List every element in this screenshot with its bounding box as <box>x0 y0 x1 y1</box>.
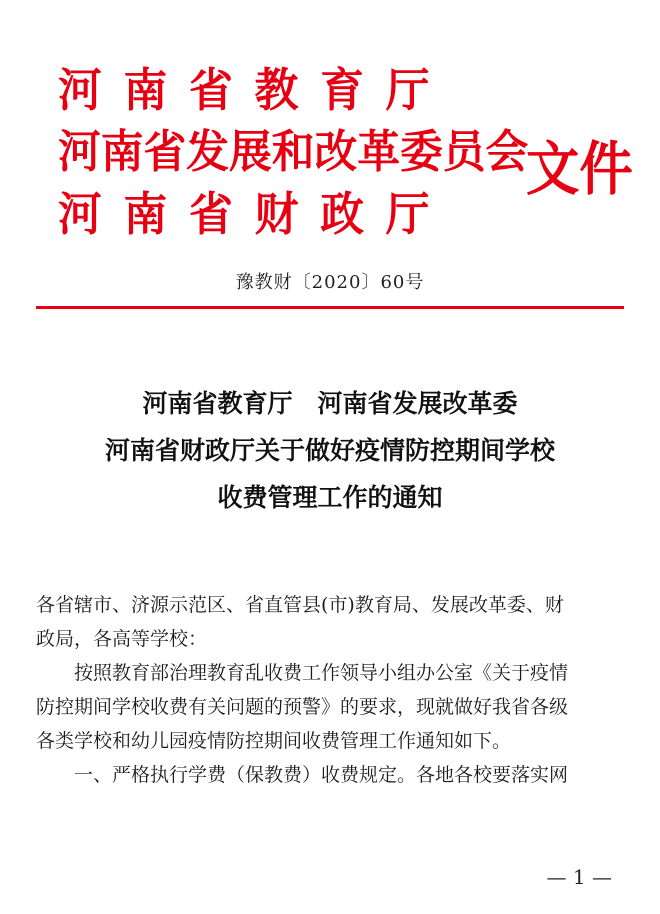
agency-development-reform-commission: 河南省发展和改革委员会 <box>58 125 529 178</box>
page-number: — 1 — <box>546 865 612 889</box>
paragraph-1-line-1: 按照教育部治理教育乱收费工作领导小组办公室《关于疫情 <box>74 662 569 684</box>
paragraph-1-line-3: 各类学校和幼儿园疫情防控期间收费管理工作通知如下。 <box>36 730 512 752</box>
paragraph-1-line-2: 防控期间学校收费有关问题的预警》的要求，现就做好我省各级 <box>36 696 569 718</box>
recipients-line-2: 政局，各高等学校： <box>36 628 208 650</box>
agency-finance-department: 河南省财政厅 <box>58 187 452 241</box>
document-type-label: 文件 <box>526 135 633 203</box>
red-divider-line <box>36 306 624 309</box>
title-line-3: 收费管理工作的通知 <box>217 483 443 512</box>
document-number: 豫教财〔2020〕60号 <box>235 272 425 293</box>
notice-title <box>0 380 660 521</box>
recipients-line-1: 各省辖市、济源示范区、省直管县(市)教育局、发展改革委、财 <box>36 594 564 616</box>
notice-body <box>36 588 630 792</box>
title-line-2: 河南省财政厅关于做好疫情防控期间学校 <box>104 436 555 465</box>
title-line-1: 河南省教育厅 河南省发展改革委 <box>142 389 518 418</box>
section-1-line-1: 一、严格执行学费（保教费）收费规定。各地各校要落实网 <box>74 764 569 786</box>
issuing-agencies-header <box>58 62 633 241</box>
agency-education-department: 河南省教育厅 <box>58 63 452 117</box>
